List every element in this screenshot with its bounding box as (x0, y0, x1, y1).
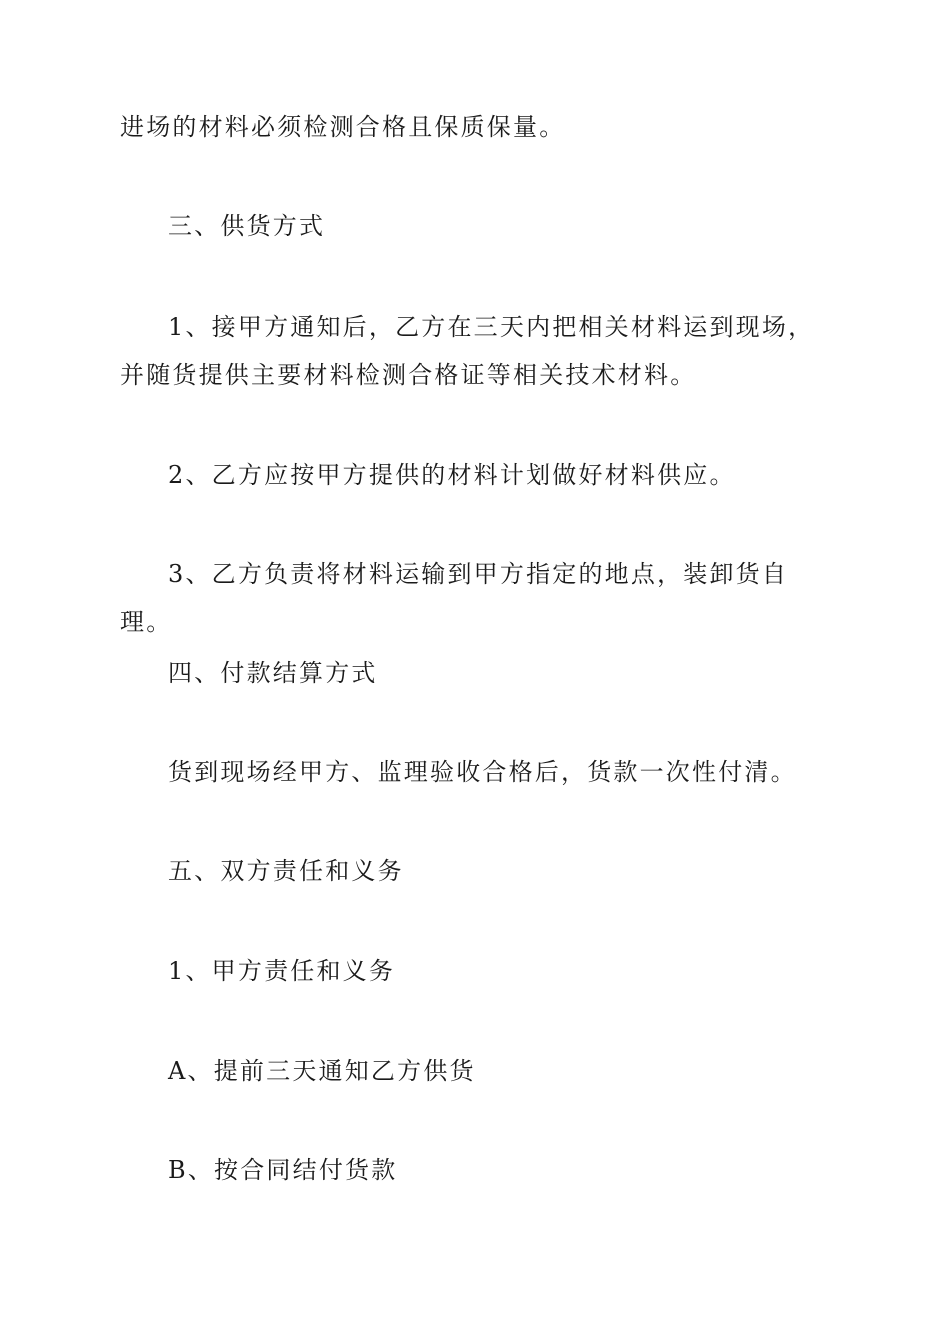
heading-supply-method: 三、供货方式 (168, 212, 326, 240)
heading-payment-method: 四、付款结算方式 (168, 659, 378, 687)
paragraph-payment-terms: 货到现场经甲方、监理验收合格后，货款一次性付清。 (168, 758, 797, 786)
paragraph-supply-item-1: 1、接甲方通知后，乙方在三天内把相关材料运到现场，并随货提供主要材料检测合格证等相关技术材料。 (120, 313, 815, 389)
paragraph-supply-item-3: 3、乙方负责将材料运输到甲方指定的地点，装卸货自理。 (120, 560, 789, 636)
paragraph-material-quality: 进场的材料必须检测合格且保质保量。 (120, 113, 566, 141)
heading-party-a-duties: 1、甲方责任和义务 (168, 957, 396, 985)
paragraph-duty-a: A、提前三天通知乙方供货 (168, 1057, 476, 1085)
paragraph-supply-item-2: 2、乙方应按甲方提供的材料计划做好材料供应。 (168, 461, 736, 489)
heading-responsibilities: 五、双方责任和义务 (168, 857, 404, 885)
paragraph-duty-b: B、按合同结付货款 (168, 1156, 398, 1184)
